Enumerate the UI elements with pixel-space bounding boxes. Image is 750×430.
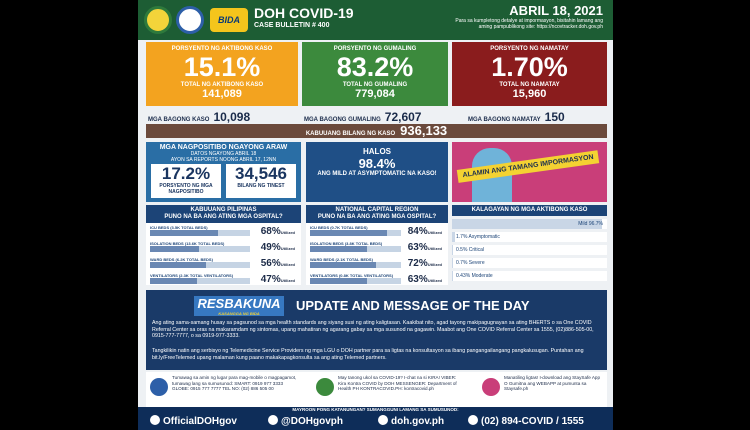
update-paragraph-1: Ang ating sama-samang husay sa pagsunod sa mga health standards ang siyang susi ng ating kaligtasan. Kaakibat nito, agad tayong makipagugnayan sa ating BHERTS o sa One COVID Referral Center sa oras na makaramdam ng sintomas, upang mahatiran ng agarang gabay sa mga susunod na gagawin. Maabot ang One COVID Referral Center sa 1555, (02)886-505-00, 0915-777-7777, o sa 0919-977-3333.: [152, 320, 594, 339]
case-status-fill: [452, 271, 453, 281]
gov-seal-icon: [176, 6, 204, 34]
twitter-icon: [268, 415, 278, 425]
positivity-sub2: AYON SA REPORTS NOONG ABRIL 17, 12NN: [170, 157, 277, 163]
ph-beds-sub: PUNO NA BA ANG ATING MGA OSPITAL?: [164, 214, 283, 220]
resbakuna-logo: RESBAKUNA KASANGGA NG BIDA: [194, 296, 284, 316]
bed-bar: [150, 230, 250, 236]
promo-tag: ALAMIN ANG TAMANG IMPORMASYON: [457, 150, 600, 183]
bed-row: [310, 241, 444, 255]
positivity-panel: [146, 142, 301, 202]
hotline-number: (02) 894-COVID / 1555: [468, 415, 584, 428]
recovered-sub: TOTAL NG GUMALING: [342, 82, 408, 88]
header: [138, 0, 613, 40]
chatbot-icon: [316, 378, 334, 396]
case-status-row: 0.43% Moderate: [452, 271, 607, 281]
bed-label: WARD BEDS (2.1K TOTAL BEDS): [310, 257, 373, 262]
social-bar: [138, 407, 613, 430]
active-pct: 15.1%: [183, 52, 261, 82]
recovered-box: [302, 42, 448, 106]
bed-bar-fill: [310, 230, 387, 236]
bed-bar-fill: [150, 262, 206, 268]
bed-row: [150, 273, 297, 287]
deaths-box: [452, 42, 607, 106]
ncr-beds-title: NATIONAL CAPITAL REGION: [335, 207, 419, 213]
ph-beds-title: KABUUANG PILIPINAS: [190, 207, 257, 213]
bed-label: ICU BEDS (3.5K TOTAL BEDS): [150, 225, 208, 230]
case-status-panel: [452, 205, 607, 285]
new-cases: MGA BAGONG KASO 10,098: [148, 110, 251, 124]
bed-bar: [310, 230, 401, 236]
website-link[interactable]: doh.gov.ph: [378, 415, 444, 428]
update-section: [146, 290, 607, 370]
web-icon: [378, 415, 388, 425]
case-status-fill: [452, 245, 453, 255]
page-title: DOH COVID-19: [254, 5, 354, 21]
bed-row: [310, 225, 444, 239]
deaths-sub: TOTAL NG NAMATAY: [499, 82, 560, 88]
case-status-row: 1.7% Asymptomatic: [452, 232, 607, 242]
positivity-title: MGA NAGPOSITIBO NGAYONG ARAW: [159, 144, 288, 151]
bulletin-date: ABRIL 18, 2021: [509, 3, 603, 18]
bed-bar-fill: [150, 246, 199, 252]
positivity-sub1: DATOS NGAYONG ABRIL 18: [190, 151, 257, 157]
bed-label: VENTILATORS (0.8K TOTAL VENTILATORS): [310, 273, 394, 278]
bed-bar: [310, 278, 401, 284]
hotline-icon: [150, 378, 168, 396]
case-status-title: KALAGAYAN NG MGA AKTIBONG KASO: [452, 205, 607, 216]
bed-row: [150, 225, 297, 239]
case-status-fill: [452, 258, 453, 268]
deaths-pct: 1.70%: [491, 52, 568, 82]
mild-a: HALOS: [363, 147, 391, 156]
ncr-beds-panel: [306, 205, 448, 285]
twitter-link[interactable]: @DOHgovph: [268, 415, 343, 428]
tested-count: 34,546 BILANG NG TINEST: [226, 164, 296, 198]
bed-pct: 56%Utilized: [260, 258, 295, 269]
footer-staysafe: Manatiling ligtas! I-download ang StaySafe App O Gumitna ang WEBAPP at pumunta sa Staysafe.ph: [504, 375, 601, 392]
bed-pct: 63%Utilized: [407, 242, 442, 253]
update-title: UPDATE AND MESSAGE OF THE DAY: [296, 298, 530, 313]
doh-seal-icon: [144, 6, 172, 34]
recovered-total: 779,084: [355, 88, 395, 100]
bed-row: [150, 257, 297, 271]
facebook-icon: [150, 415, 160, 425]
bed-bar: [150, 246, 250, 252]
bed-pct: 47%Utilized: [260, 274, 295, 285]
recovered-label: PORSYENTO NG GUMALING: [333, 46, 417, 52]
bed-pct: 49%Utilized: [260, 242, 295, 253]
facebook-link[interactable]: OfficialDOHgov: [150, 415, 237, 428]
new-deaths: MGA BAGONG NAMATAY 150: [468, 110, 565, 124]
mild-caption: ANG MILD AT ASYMPTOMATIC NA KASO!: [317, 171, 437, 177]
total-cases: KABUUANG BILANG NG KASO 936,133: [146, 124, 607, 138]
footer-contacts: [146, 372, 607, 407]
social-caption: MAYROON PONG KATANUNGAN? SUMANGGUNI LAMANG SA SUMUSUNOD:: [292, 407, 459, 412]
bulletin-number: CASE BULLETIN # 400: [254, 22, 330, 29]
phone-icon: [468, 415, 478, 425]
bed-bar-fill: [310, 278, 367, 284]
staysafe-icon: [482, 378, 500, 396]
infographic: [138, 0, 613, 430]
bed-label: WARD BEDS (6.2K TOTAL BEDS): [150, 257, 213, 262]
footer-hotlines: Tumawag sa amin ng lugar para mag-mobile o magpagamot, tumawag lang sa sumusunod: SMART: 0919 977 3333 GLOBE: 0915 777 7777 TEL NO: (02) 886 505 00: [172, 375, 297, 392]
promo-panel: [452, 142, 607, 202]
case-status-row: Mild 96.7%: [452, 219, 607, 229]
bed-pct: 68%Utilized: [260, 226, 295, 237]
bed-pct: 72%Utilized: [407, 258, 442, 269]
positivity-rate: 17.2% PORSYENTO NG MGA NAGPOSITIBO: [151, 164, 221, 198]
bed-bar: [310, 246, 401, 252]
bed-row: [310, 273, 444, 287]
mild-pct: 98.4%: [358, 156, 396, 171]
bed-row: [150, 241, 297, 255]
recovered-pct: 83.2%: [336, 52, 414, 82]
bed-label: ICU BEDS (0.7K TOTAL BEDS): [310, 225, 368, 230]
bed-bar-fill: [310, 246, 367, 252]
site-note: Para sa kumpletong detalye at impormasyon, bisitahin lamang ang aming pampublikong site: https://ncovtracker.doh.gov.ph: [455, 18, 603, 30]
bida-logo: BIDA: [210, 8, 248, 32]
bed-bar-fill: [150, 278, 197, 284]
deaths-total: 15,960: [512, 88, 547, 100]
footer-kira: May tanong ukol sa COVID-19? I-chat na si KIRA! VIBER: Kira Kontra COVID by DOH MESSENGER: Department of Health PH KONTRACOVID.PH: kontracovid.ph: [338, 375, 457, 392]
deaths-label: PORSYENTO NG NAMATAY: [490, 46, 569, 52]
bed-pct: 63%Utilized: [407, 274, 442, 285]
case-status-row: 0.5% Critical: [452, 245, 607, 255]
bed-bar: [150, 278, 250, 284]
active-cases-box: [146, 42, 298, 106]
active-label: PORSYENTO NG AKTIBONG KASO: [171, 46, 273, 52]
update-paragraph-2: Tangkilikin natin ang serbisyo ng Telemedicine Service Providers ng mga LGU o DOH partner para sa ligtas na konsultasyon sa ibang pangangailangang pangkalusugan. Puntahan ang bit.ly/FreeTelemed upang malaman kung paano makakapagkonsulta sa ang ating Telemed partners.: [152, 348, 584, 361]
bed-bar: [310, 262, 401, 268]
ph-beds-panel: [146, 205, 301, 285]
bed-bar-fill: [150, 230, 218, 236]
bed-label: ISOLATION BEDS (13.6K TOTAL BEDS): [150, 241, 225, 246]
bed-pct: 84%Utilized: [407, 226, 442, 237]
bed-label: ISOLATION BEDS (3.8K TOTAL BEDS): [310, 241, 383, 246]
case-status-fill: [452, 232, 455, 242]
mild-panel: [306, 142, 448, 202]
active-sub: TOTAL NG AKTIBONG KASO: [180, 82, 264, 88]
bed-row: [310, 257, 444, 271]
active-total: 141,089: [202, 88, 242, 100]
ncr-beds-sub: PUNO NA BA ANG ATING MGA OSPITAL?: [317, 214, 437, 220]
case-status-row: 0.7% Severe: [452, 258, 607, 268]
bed-bar: [150, 262, 250, 268]
bed-label: VENTILATORS (2.3K TOTAL VENTILATORS): [150, 273, 234, 278]
new-recovered: MGA BAGONG GUMALING 72,607: [304, 110, 422, 124]
bed-bar-fill: [310, 262, 376, 268]
